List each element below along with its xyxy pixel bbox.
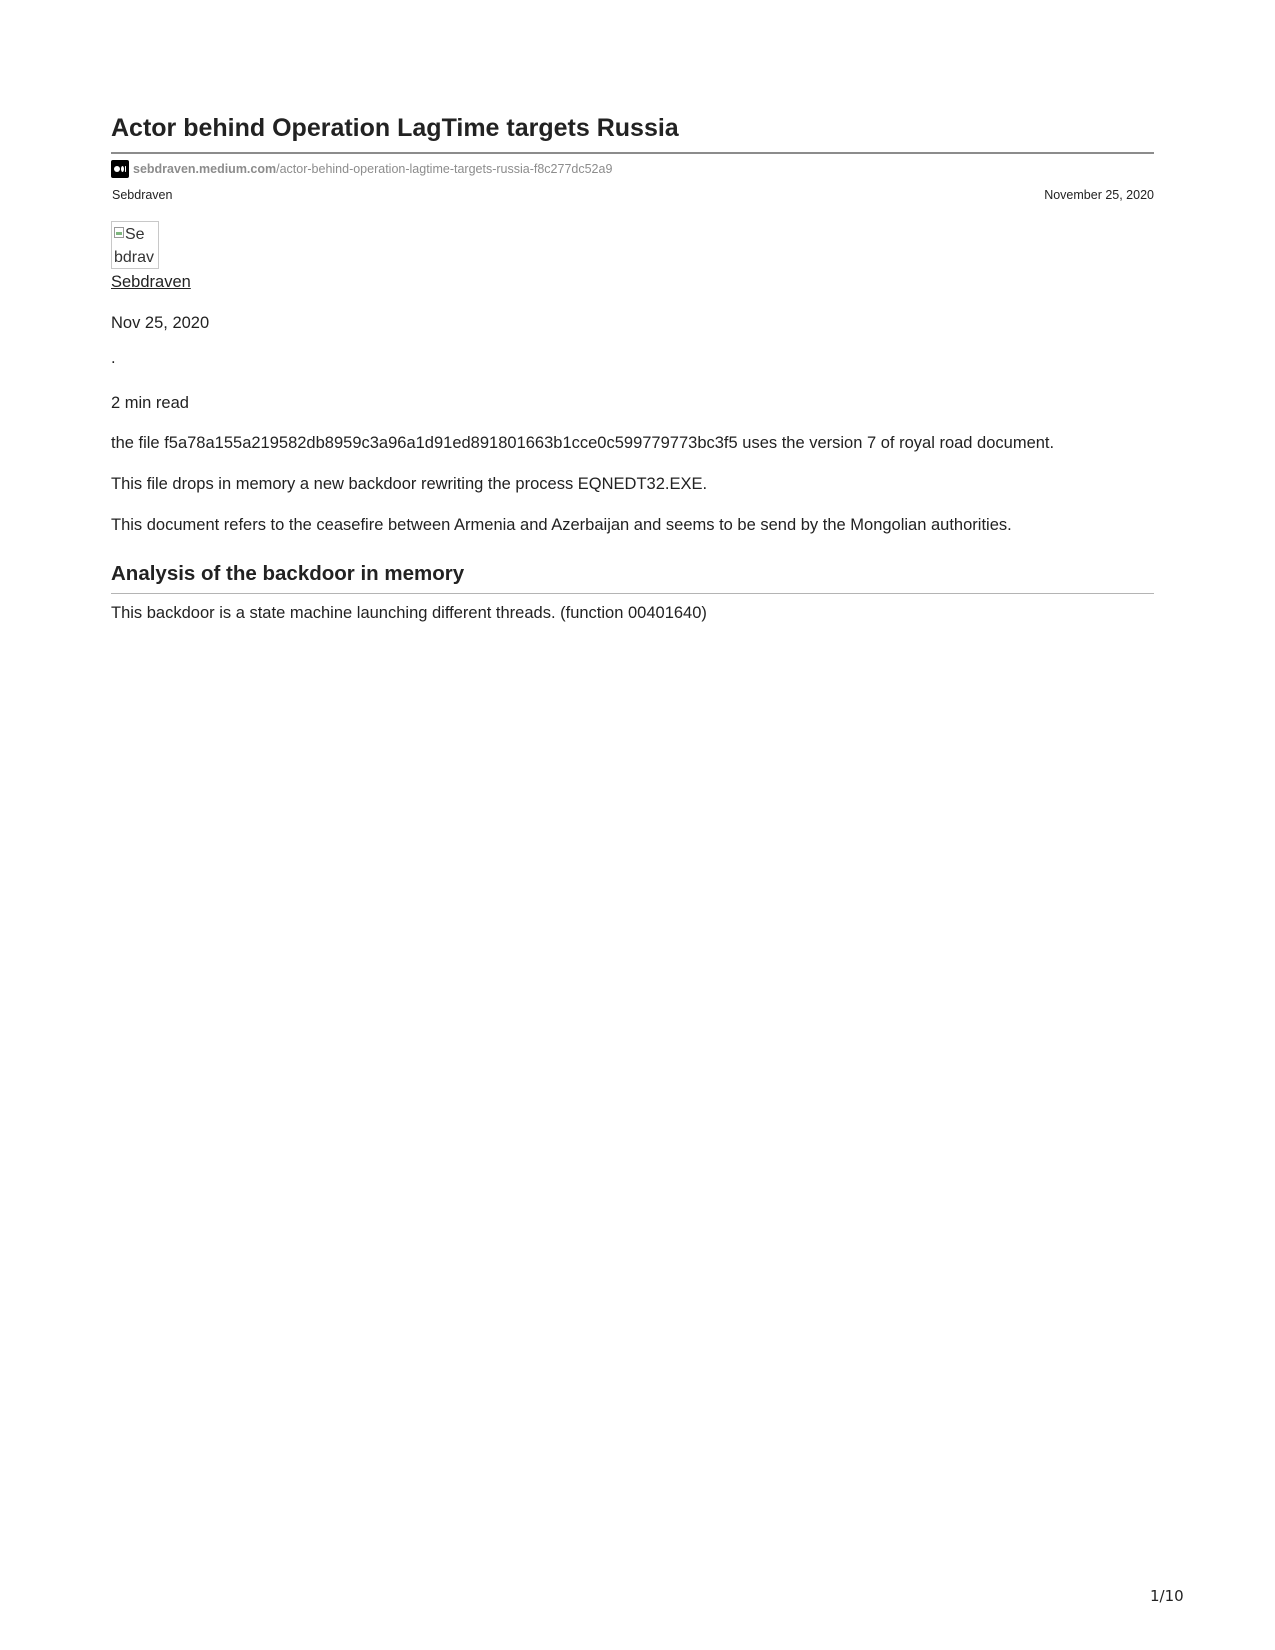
publish-date: Nov 25, 2020 (111, 314, 210, 332)
title-divider (111, 152, 1154, 154)
paragraph-state-machine: This backdoor is a state machine launching different threads. (function 00401640) (111, 604, 707, 622)
separator-dot: . (111, 349, 116, 367)
paragraph-file-hash: the file f5a78a155a219582db8959c3a96a1d91ed891801663b1cce0c599779773bc3f5 uses the version 7 of royal road document. (111, 434, 1055, 452)
avatar-alt-line2: bdrav (114, 249, 155, 266)
section-divider (111, 593, 1154, 594)
document-title: Actor behind Operation LagTime targets Russia (111, 114, 679, 142)
source-domain: sebdraven.medium.com (133, 162, 277, 176)
author-link[interactable]: Sebdraven (111, 273, 191, 291)
source-path: /actor-behind-operation-lagtime-targets-russia-f8c277dc52a9 (276, 162, 613, 176)
paragraph-ceasefire: This document refers to the ceasefire between Armenia and Azerbaijan and seems to be send by the Mongolian authorities. (111, 516, 1012, 534)
medium-logo-icon (111, 160, 129, 178)
page-number: 1/10 (1150, 1587, 1184, 1605)
broken-image-icon (114, 227, 124, 238)
read-time: 2 min read (111, 394, 189, 412)
avatar-alt-line1: Se (114, 223, 158, 246)
paragraph-backdoor-drop: This file drops in memory a new backdoor rewriting the process EQNEDT32.EXE. (111, 475, 708, 493)
source-url[interactable] (111, 160, 612, 178)
avatar[interactable] (111, 221, 159, 269)
section-heading: Analysis of the backdoor in memory (111, 562, 465, 585)
meta-author: Sebdraven (112, 188, 173, 202)
meta-date: November 25, 2020 (1044, 188, 1154, 202)
